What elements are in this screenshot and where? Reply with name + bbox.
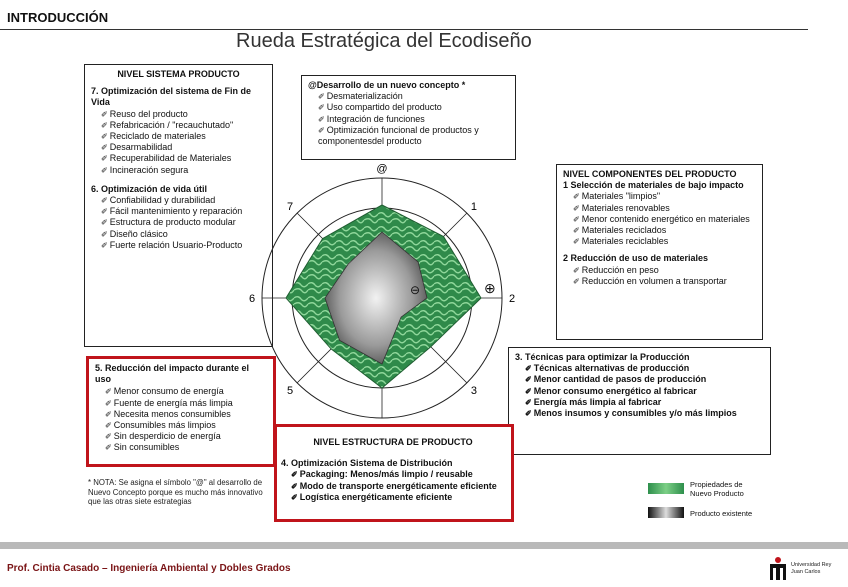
list-item: ✐ Optimización funcional de productos y componentesdel producto [308, 125, 509, 147]
list-item: ✐ Materiales reciclables [563, 236, 756, 247]
list-item: ✐ Energía más limpia al fabricar [515, 397, 764, 408]
university-name: Universidad Rey Juan Carlos [791, 562, 832, 575]
radar-axis-label: 3 [470, 384, 477, 397]
footer-bar [0, 542, 848, 549]
box-impacto-heading: 5. Reducción del impacto durante el uso [95, 363, 250, 385]
legend-label-existing: Producto existente [690, 509, 753, 518]
list-item: ✐ Sin desperdicio de energía [95, 431, 267, 442]
list-item: ✐ Packaging: Menos/más limpio / reusable [281, 469, 505, 480]
box-produccion-heading: 3. Técnicas para optimizar la Producción [515, 352, 690, 362]
list-item: ✐ Menor contenido energético en materiales [563, 214, 756, 225]
page-title: Rueda Estratégica del Ecodiseño [236, 30, 532, 52]
list-item: ✐ Logística energéticamente eficiente [281, 492, 505, 503]
legend-swatch-existing [648, 507, 684, 518]
list-item: ✐ Reducción en peso [563, 265, 756, 276]
box-sistema-producto [84, 64, 273, 347]
section-4-title: 4. Optimización Sistema de Distribución [281, 458, 453, 469]
box-nuevo-concepto [301, 75, 516, 160]
minus-sign: ⊖ [410, 283, 421, 297]
legend-label-new: Propiedades de Nuevo Producto [690, 480, 744, 498]
section-7-title: 7. Optimización del sistema de Fin de Vida [91, 86, 252, 108]
box-reduccion-impacto [86, 356, 276, 467]
radar-axis-label: 6 [248, 293, 256, 305]
list-item: ✐ Recuperabilidad de Materiales [91, 153, 266, 164]
list-item: ✐ Refabricación / "recauchutado" [91, 120, 266, 131]
legend-swatch-new [648, 483, 684, 494]
radar-axis-label: 5 [287, 384, 294, 397]
box-componentes-heading: NIVEL COMPONENTES DEL PRODUCTO [563, 169, 737, 179]
list-item: ✐ Desmaterialización [308, 91, 509, 102]
list-item: ✐ Fácil mantenimiento y reparación [91, 206, 266, 217]
list-item: ✐ Necesita menos consumibles [95, 409, 267, 420]
radar-axis-label: 7 [287, 201, 294, 214]
box-concepto-heading: @Desarrollo de un nuevo concepto * [308, 80, 466, 90]
list-item: ✐ Materiales reciclados [563, 225, 756, 236]
box-produccion [508, 347, 771, 455]
section-6-title: 6. Optimización de vida útil [91, 183, 208, 194]
plus-sign: ⊕ [484, 280, 496, 296]
section-1-title: 1 Selección de materiales de bajo impacto [563, 180, 744, 191]
list-item: ✐ Modo de transporte energéticamente eficiente [281, 481, 505, 492]
list-item: ✐ Confiabilidad y durabilidad [91, 195, 266, 206]
list-item: ✐ Menor cantidad de pasos de producción [515, 374, 764, 385]
list-item: ✐ Técnicas alternativas de producción [515, 363, 764, 374]
section-2-title: 2 Reducción de uso de materiales [563, 253, 709, 264]
box-estructura-heading: NIVEL ESTRUCTURA DE PRODUCTO [313, 437, 473, 447]
list-item: ✐ Reciclado de materiales [91, 131, 266, 142]
list-item: ✐ Materiales "limpios" [563, 191, 756, 202]
box-estructura-producto [274, 424, 514, 522]
box-componentes-producto [556, 164, 763, 340]
list-item: ✐ Consumibles más limpios [95, 420, 267, 431]
list-item: ✐ Estructura de producto modular [91, 217, 266, 228]
footnote: * NOTA: Se asigna el símbolo "@" al desarrollo de Nuevo Concepto porque es mucho más innovativo que las otras siete estrategias [88, 478, 263, 506]
list-item: ✐ Materiales renovables [563, 203, 756, 214]
university-logo-icon [768, 556, 788, 582]
list-item: ✐ Menos insumos y consumibles y/o más limpios [515, 408, 764, 419]
radar-axis-label: 2 [508, 293, 516, 305]
list-item: ✐ Desarmabilidad [91, 142, 266, 153]
radar-axis-label: 1 [470, 201, 477, 214]
box-sistema-heading: NIVEL SISTEMA PRODUCTO [117, 69, 240, 79]
ecodesign-wheel [248, 163, 516, 430]
list-item: ✐ Integración de funciones [308, 114, 509, 125]
radar-axis-label: @ [376, 163, 388, 175]
intro-title: INTRODUCCIÓN [7, 10, 109, 25]
list-item: ✐ Reuso del producto [91, 109, 266, 120]
list-item: ✐ Uso compartido del producto [308, 102, 509, 113]
list-item: ✐ Incineración segura [91, 165, 266, 176]
footer-credit: Prof. Cintia Casado – Ingeniería Ambiental y Dobles Grados [7, 563, 291, 574]
list-item: ✐ Menor consumo de energía [95, 386, 267, 397]
list-item: ✐ Sin consumibles [95, 442, 267, 453]
list-item: ✐ Fuente de energía más limpia [95, 398, 267, 409]
list-item: ✐ Menor consumo energético al fabricar [515, 386, 764, 397]
list-item: ✐ Diseño clásico [91, 229, 266, 240]
list-item: ✐ Fuerte relación Usuario-Producto [91, 240, 266, 251]
list-item: ✐ Reducción en volumen a transportar [563, 276, 756, 287]
